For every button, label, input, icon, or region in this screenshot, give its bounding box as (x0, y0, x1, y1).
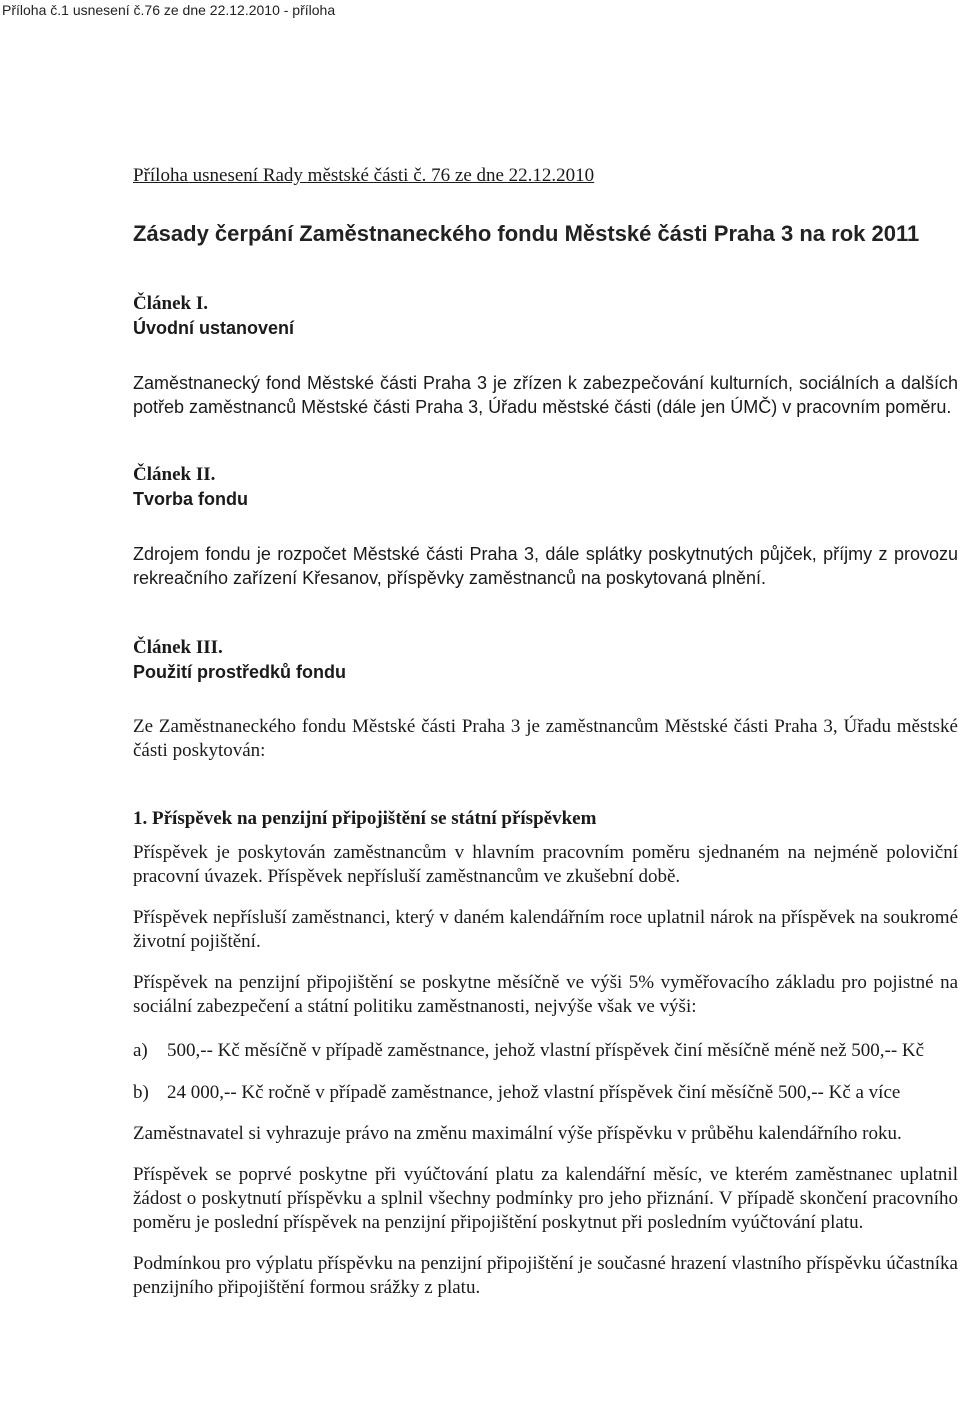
list-marker: a) (133, 1040, 148, 1061)
article-3-number: Článek III. (133, 637, 223, 658)
contribution-limits-list (133, 1039, 958, 1105)
section-1-paragraph-6: Podmínkou pro výplatu příspěvku na penzijní připojištění je současné hrazení vlastního příspěvku účastníka penzijního připojištění formou srážky z platu. (133, 1253, 958, 1298)
list-item-text: 24 000,-- Kč ročně v případě zaměstnance, jehož vlastní příspěvek činí měsíčně 500,-- Kč a více (167, 1082, 901, 1103)
page-header: Příloha č.1 usnesení č.76 ze dne 22.12.2010 - příloha (2, 2, 336, 18)
list-item-text: 500,-- Kč měsíčně v případě zaměstnance, jehož vlastní příspěvek činí měsíčně méně než 500,-- Kč (167, 1040, 925, 1061)
section-1-paragraph-5: Příspěvek se poprvé poskytne při vyúčtování platu za kalendářní měsíc, ve kterém zaměstnanec uplatnil žádost o poskytnutí příspěvku a splnil všechny podmínky pro jeho přiznání. V případě skončení pracovního poměru je poslední příspěvek na penzijní připojištění poskytnut při posledním vyúčtování platu. (133, 1164, 958, 1233)
article-3-paragraph: Ze Zaměstnaneckého fondu Městské části Praha 3 je zaměstnancům Městské části Praha 3, Úřadu městské části poskytován: (133, 716, 958, 761)
section-1-paragraph-3: Příspěvek na penzijní připojištění se poskytne měsíčně ve výši 5% vyměřovacího základu pro pojistné na sociální zabezpečení a státní politiku zaměstnanosti, nejvýše však ve výši: (133, 972, 958, 1017)
article-2-paragraph: Zdrojem fondu je rozpočet Městské části Praha 3, dále splátky poskytnutých půjček, příjmy z provozu rekreačního zařízení Křesanov, příspěvky zaměstnanců na poskytovaná plnění. (133, 544, 958, 588)
article-2-number: Článek II. (133, 464, 216, 485)
list-item (133, 1081, 958, 1105)
document-title: Zásady čerpání Zaměstnaneckého fondu Městské části Praha 3 na rok 2011 (133, 221, 920, 246)
list-marker: b) (133, 1082, 149, 1103)
section-1-paragraph-2: Příspěvek nepřísluší zaměstnanci, který v daném kalendářním roce uplatnil nárok na příspěvek na soukromé životní pojištění. (133, 907, 958, 952)
document-body (133, 164, 958, 1300)
article-2-title: Tvorba fondu (133, 489, 248, 509)
section-1-paragraph-1: Příspěvek je poskytován zaměstnancům v hlavním pracovním poměru sjednaném na nejméně poloviční pracovní úvazek. Příspěvek nepřísluší zaměstnancům ve zkušební době. (133, 842, 958, 887)
list-item (133, 1039, 958, 1063)
article-1-paragraph: Zaměstnanecký fond Městské části Praha 3 je zřízen k zabezpečování kulturních, sociálních a dalších potřeb zaměstnanců Městské části Praha 3, Úřadu městské části (dále jen ÚMČ) v pracovním poměru. (133, 373, 958, 417)
article-3-title: Použití prostředků fondu (133, 662, 346, 682)
section-1-paragraph-4: Zaměstnavatel si vyhrazuje právo na změnu maximální výše příspěvku v průběhu kalendářního roku. (133, 1123, 902, 1144)
article-1-number: Článek I. (133, 293, 208, 314)
attachment-line: Příloha usnesení Rady městské části č. 76 ze dne 22.12.2010 (133, 165, 595, 186)
article-1-title: Úvodní ustanovení (133, 318, 295, 338)
section-1-heading: 1. Příspěvek na penzijní připojištění se státní příspěvkem (133, 808, 597, 829)
